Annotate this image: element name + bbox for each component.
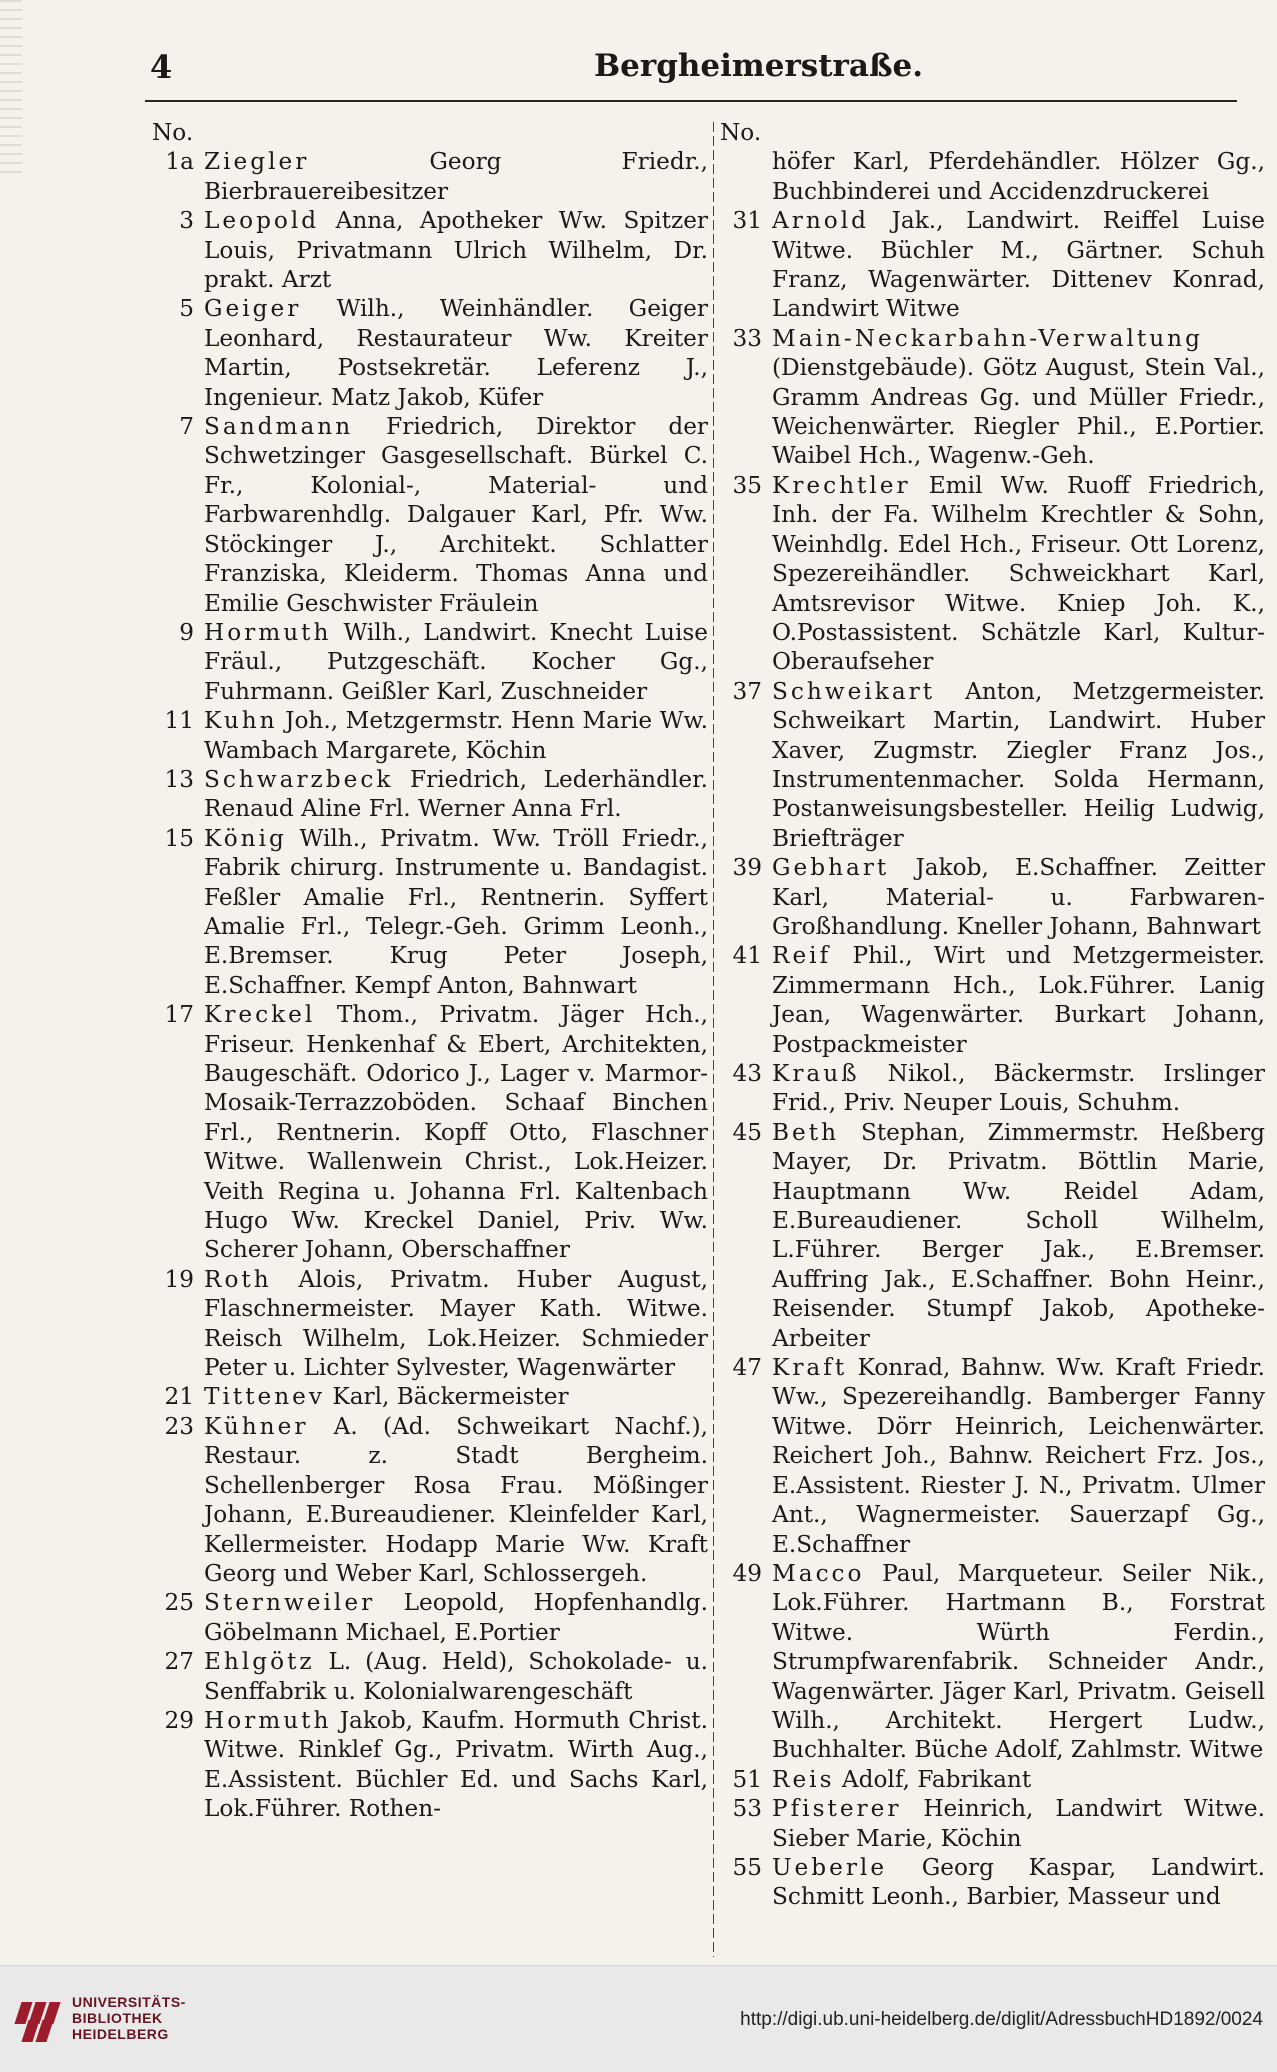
resident-list: Georg Kaspar, Landwirt. Schmitt Leonh., Barbier, Masseur und (772, 1853, 1265, 1911)
directory-entry (720, 206, 1265, 324)
directory-entry (152, 1647, 708, 1706)
resident-list: Alois, Privatm. Huber August, Flaschnermeister. Mayer Kath. Witwe. Reisch Wilhelm, Lok.Heizer. Schmieder Peter u. Lichter Sylvester, Wagenwärter (204, 1265, 708, 1382)
owner-name: Reif (772, 942, 832, 970)
directory-entry (720, 324, 1265, 471)
footer-bar (0, 1965, 1277, 2072)
right-entries (720, 147, 1265, 1911)
scan-edge-noise (0, 0, 22, 180)
resident-list: Friedrich, Direktor der Schwetzinger Gasgesellschaft. Bürkel C. Fr., Kolonial-, Material- und Farbwarenhdlg. Dalgauer Karl, Pfr. Ww. Stöckinger J., Architekt. Schlatter Franziska, Kleiderm. Thomas Anna und Emilie Geschwister Fräulein (204, 413, 708, 617)
logo-line-1: UNIVERSITÄTS- (72, 1994, 186, 2010)
resident-list: Anna, Apotheker Ww. Spitzer Louis, Privatmann Ulrich Wilhelm, Dr. prakt. Arzt (204, 207, 708, 294)
resident-list: Phil., Wirt und Metzgermeister. Zimmermann Hch., Lok.Führer. Lanig Jean, Wagenwärter. Burkart Johann, Postpackmeister (772, 942, 1265, 1058)
house-number: 49 (732, 1559, 762, 1587)
directory-entry (152, 1265, 708, 1383)
house-number: 55 (732, 1853, 762, 1881)
resident-list: Jakob, E.Schaffner. Zeitter Karl, Material- u. Farbwaren-Großhandlung. Kneller Johann, Bahnwart (772, 854, 1265, 940)
resident-list: Wilh., Landwirt. Knecht Luise Fräul., Putzgeschäft. Kocher Gg., Fuhrmann. Geißler Karl, Zuschneider (204, 618, 708, 705)
house-number: 1a (165, 148, 194, 176)
directory-entry (152, 206, 708, 294)
directory-entry (720, 1118, 1265, 1353)
library-logo-text (72, 1994, 186, 2042)
owner-name: Schweikart (772, 677, 936, 705)
resident-list: höfer Karl, Pferdehändler. Hölzer Gg., Buchbinderei und Accidenzdruckerei (772, 148, 1265, 205)
resident-list: Thom., Privatm. Jäger Hch., Friseur. Henkenhaf & Ebert, Architekten, Baugeschäft. Odorico J., Lager v. Marmor-Mosaik-Terrazzoböden. Schaaf Binchen Frl., Rentnerin. Kopff Otto, Flaschner Witwe. Wallenwein Christ., Lok.Heizer. Veith Regina u. Johanna Frl. Kaltenbach Hugo Ww. Kreckel Daniel, Priv. Ww. Scherer Johann, Oberschaffner (204, 1001, 708, 1264)
university-library-logo-icon (14, 2002, 62, 2042)
resident-list: Nikol., Bäckermstr. Irslinger Frid., Priv. Neuper Louis, Schuhm. (772, 1060, 1265, 1117)
directory-entry (720, 677, 1265, 853)
page-number: 4 (150, 48, 173, 86)
resident-list: Joh., Metzgermstr. Henn Marie Ww. Wambach Margarete, Köchin (204, 707, 708, 764)
source-url-link[interactable]: http://digi.ub.uni-heidelberg.de/diglit/AdressbuchHD1892/0024 (740, 2009, 1263, 2030)
resident-list: L. (Aug. Held), Schokolade- u. Senffabrik u. Kolonialwarengeschäft (204, 1648, 708, 1705)
house-number: 27 (164, 1648, 194, 1676)
directory-entry (720, 853, 1265, 941)
owner-name: Leopold (204, 207, 320, 235)
owner-name: König (204, 824, 287, 852)
house-number: 41 (732, 942, 762, 970)
house-number: 31 (732, 207, 762, 235)
owner-name: Main-Neckarbahn-Verwaltung (772, 324, 1203, 352)
directory-entry (152, 1000, 708, 1265)
directory-entry (720, 471, 1265, 677)
owner-name: Hormuth (204, 618, 332, 646)
resident-list: Konrad, Bahnw. Ww. Kraft Friedr. Ww., Spezereihandlg. Bamberger Fanny Witwe. Dörr Heinrich, Leichenwärter. Reichert Joh., Bahnw. Reichert Frz. Jos., E.Assistent. Riester J. N., Privatm. Ulmer Ant., Wagnermeister. Sauerzapf Gg., E.Schaffner (772, 1354, 1265, 1558)
directory-entry (152, 1412, 708, 1588)
house-number: 19 (164, 1265, 194, 1293)
directory-entry (152, 294, 708, 412)
owner-name: Gebhart (772, 854, 890, 882)
directory-entry (152, 1588, 708, 1647)
resident-list: Wilh., Weinhändler. Geiger Leonhard, Restaurateur Ww. Kreiter Martin, Postsekretär. Leferenz J., Ingenieur. Matz Jakob, Küfer (204, 295, 708, 411)
owner-name: Sandmann (204, 413, 354, 441)
resident-list: Anton, Metzgermeister. Schweikart Martin, Landwirt. Huber Xaver, Zugmstr. Ziegler Franz Jos., Instrumentenmacher. Solda Hermann, Postanweisungsbesteller. Heilig Ludwig, Briefträger (772, 677, 1265, 852)
owner-name: Kühner (204, 1412, 309, 1440)
house-number: 21 (164, 1383, 194, 1411)
directory-entry (720, 1794, 1265, 1853)
directory-entry (720, 1765, 1265, 1794)
house-number: 17 (164, 1001, 194, 1029)
owner-name: Ziegler (204, 148, 310, 176)
directory-entry (720, 147, 1265, 206)
house-number: 25 (164, 1589, 194, 1617)
owner-name: Kraft (772, 1354, 848, 1382)
owner-name: Macco (772, 1559, 865, 1587)
directory-entry (152, 147, 708, 206)
owner-name: Sternweiler (204, 1589, 376, 1617)
owner-name: Roth (204, 1265, 272, 1293)
owner-name: Reis (772, 1765, 835, 1793)
directory-entry (152, 706, 708, 765)
resident-list: Jak., Landwirt. Reiffel Luise Witwe. Büchler M., Gärtner. Schuh Franz, Wagenwärter. Dittenev Konrad, Landwirt Witwe (772, 207, 1265, 323)
right-column-label: No. (720, 119, 762, 146)
resident-list: Emil Ww. Ruoff Friedrich, Inh. der Fa. Wilhelm Krechtler & Sohn, Weinhdlg. Edel Hch., Friseur. Ott Lorenz, Spezereihändler. Schweickhart Karl, Amtsrevisor Witwe. Kniep Joh. K., O.Postassistent. Schätzle Karl, Kultur-Oberaufseher (772, 471, 1265, 676)
resident-list: A. (Ad. Schweikart Nachf.), Restaur. z. Stadt Bergheim. Schellenberger Rosa Frau. Mößinger Johann, E.Bureaudiener. Kleinfelder Karl, Kellermeister. Hodapp Marie Ww. Kraft Georg und Weber Karl, Schlossergeh. (204, 1412, 708, 1587)
left-column-label: No. (152, 119, 194, 146)
resident-list: Karl, Bäckermeister (325, 1383, 569, 1411)
house-number: 5 (179, 295, 194, 323)
directory-entry (152, 1706, 708, 1824)
left-entries (152, 147, 708, 1823)
directory-entry (720, 1559, 1265, 1765)
house-number: 37 (732, 677, 762, 705)
owner-name: Geiger (204, 295, 302, 323)
house-number: 53 (732, 1795, 762, 1823)
owner-name: Schwarzbeck (204, 765, 394, 793)
resident-list: Wilh., Privatm. Ww. Tröll Friedr., Fabrik chirurg. Instrumente u. Bandagist. Feßler Amalie Frl., Rentnerin. Syffert Amalie Frl., Telegr.-Geh. Grimm Leonh., E.Bremser. Krug Peter Joseph, E.Schaffner. Kempf Anton, Bahnwart (204, 824, 708, 999)
owner-name: Ueberle (772, 1853, 888, 1881)
owner-name: Arnold (772, 207, 869, 235)
resident-list: Leopold, Hopfenhandlg. Göbelmann Michael, E.Portier (204, 1589, 708, 1646)
owner-name: Tittenev (204, 1383, 325, 1411)
owner-name: Hormuth (204, 1706, 332, 1734)
resident-list: Stephan, Zimmermstr. Heßberg Mayer, Dr. Privatm. Böttlin Marie, Hauptmann Ww. Reidel Adam, E.Bureaudiener. Scholl Wilhelm, L.Führer. Berger Jak., E.Bremser. Auffring Jak., E.Schaffner. Bohn Heinr., Reisender. Stumpf Jakob, Apotheke-Arbeiter (772, 1118, 1265, 1352)
house-number: 47 (732, 1354, 762, 1382)
directory-entry (720, 1059, 1265, 1118)
directory-entry (152, 412, 708, 618)
column-divider (713, 122, 714, 1957)
resident-list: Adolf, Fabrikant (834, 1765, 1032, 1793)
owner-name: Ehlgötz (204, 1648, 315, 1676)
resident-list: Friedrich, Lederhändler. Renaud Aline Frl. Werner Anna Frl. (204, 765, 708, 823)
house-number: 33 (732, 324, 762, 352)
directory-entry (152, 618, 708, 706)
owner-name: Kreckel (204, 1001, 316, 1029)
resident-list: Jakob, Kaufm. Hormuth Christ. Witwe. Rinklef Gg., Privatm. Wirth Aug., E.Assistent. Büchler Ed. und Sachs Karl, Lok.Führer. Rothen- (204, 1706, 708, 1823)
left-column (152, 118, 708, 1824)
house-number: 3 (179, 207, 194, 235)
directory-entry (720, 1353, 1265, 1559)
logo-line-3: HEIDELBERG (72, 2026, 169, 2042)
resident-list: Paul, Marqueteur. Seiler Nik., Lok.Führer. Hartmann B., Forstrat Witwe. Würth Ferdin., Strumpfwarenfabrik. Schneider Andr., Wagenwärter. Jäger Karl, Privatm. Geisell Wilh., Architekt. Hergert Ludw., Buchhalter. Büche Adolf, Zahlmstr. Witwe (772, 1559, 1265, 1764)
house-number: 15 (164, 824, 194, 852)
house-number: 7 (179, 413, 194, 441)
owner-name: Beth (772, 1118, 840, 1146)
directory-entry (152, 824, 708, 1000)
resident-list: Heinrich, Landwirt Witwe. Sieber Marie, Köchin (772, 1795, 1265, 1852)
directory-entry (152, 765, 708, 824)
house-number: 43 (732, 1060, 762, 1087)
resident-list: Georg Friedr., Bierbrauereibesitzer (204, 148, 708, 205)
header-rule (145, 100, 1237, 102)
page-title: Bergheimerstraße. (593, 48, 924, 84)
logo-line-2: BIBLIOTHEK (72, 2010, 163, 2026)
house-number: 11 (164, 707, 194, 735)
house-number: 35 (732, 471, 762, 499)
house-number: 9 (179, 618, 194, 646)
house-number: 23 (164, 1412, 194, 1440)
resident-list: (Dienstgebäude). Götz August, Stein Val., Gramm Andreas Gg. und Müller Friedr., Weichenwärter. Riegler Phil., E.Portier. Waibel Hch., Wagenw.-Geh. (772, 354, 1265, 470)
house-number: 51 (732, 1765, 762, 1793)
owner-name: Krechtler (772, 471, 911, 499)
directory-entry (152, 1382, 708, 1411)
directory-entry (720, 1853, 1265, 1912)
directory-entry (720, 941, 1265, 1059)
owner-name: Kuhn (204, 707, 278, 735)
house-number: 45 (732, 1118, 762, 1146)
house-number: 13 (164, 765, 194, 793)
owner-name: Pfisterer (772, 1795, 902, 1823)
right-column (720, 118, 1265, 1912)
owner-name: Krauß (772, 1060, 860, 1087)
house-number: 29 (164, 1706, 194, 1734)
house-number: 39 (732, 854, 762, 882)
